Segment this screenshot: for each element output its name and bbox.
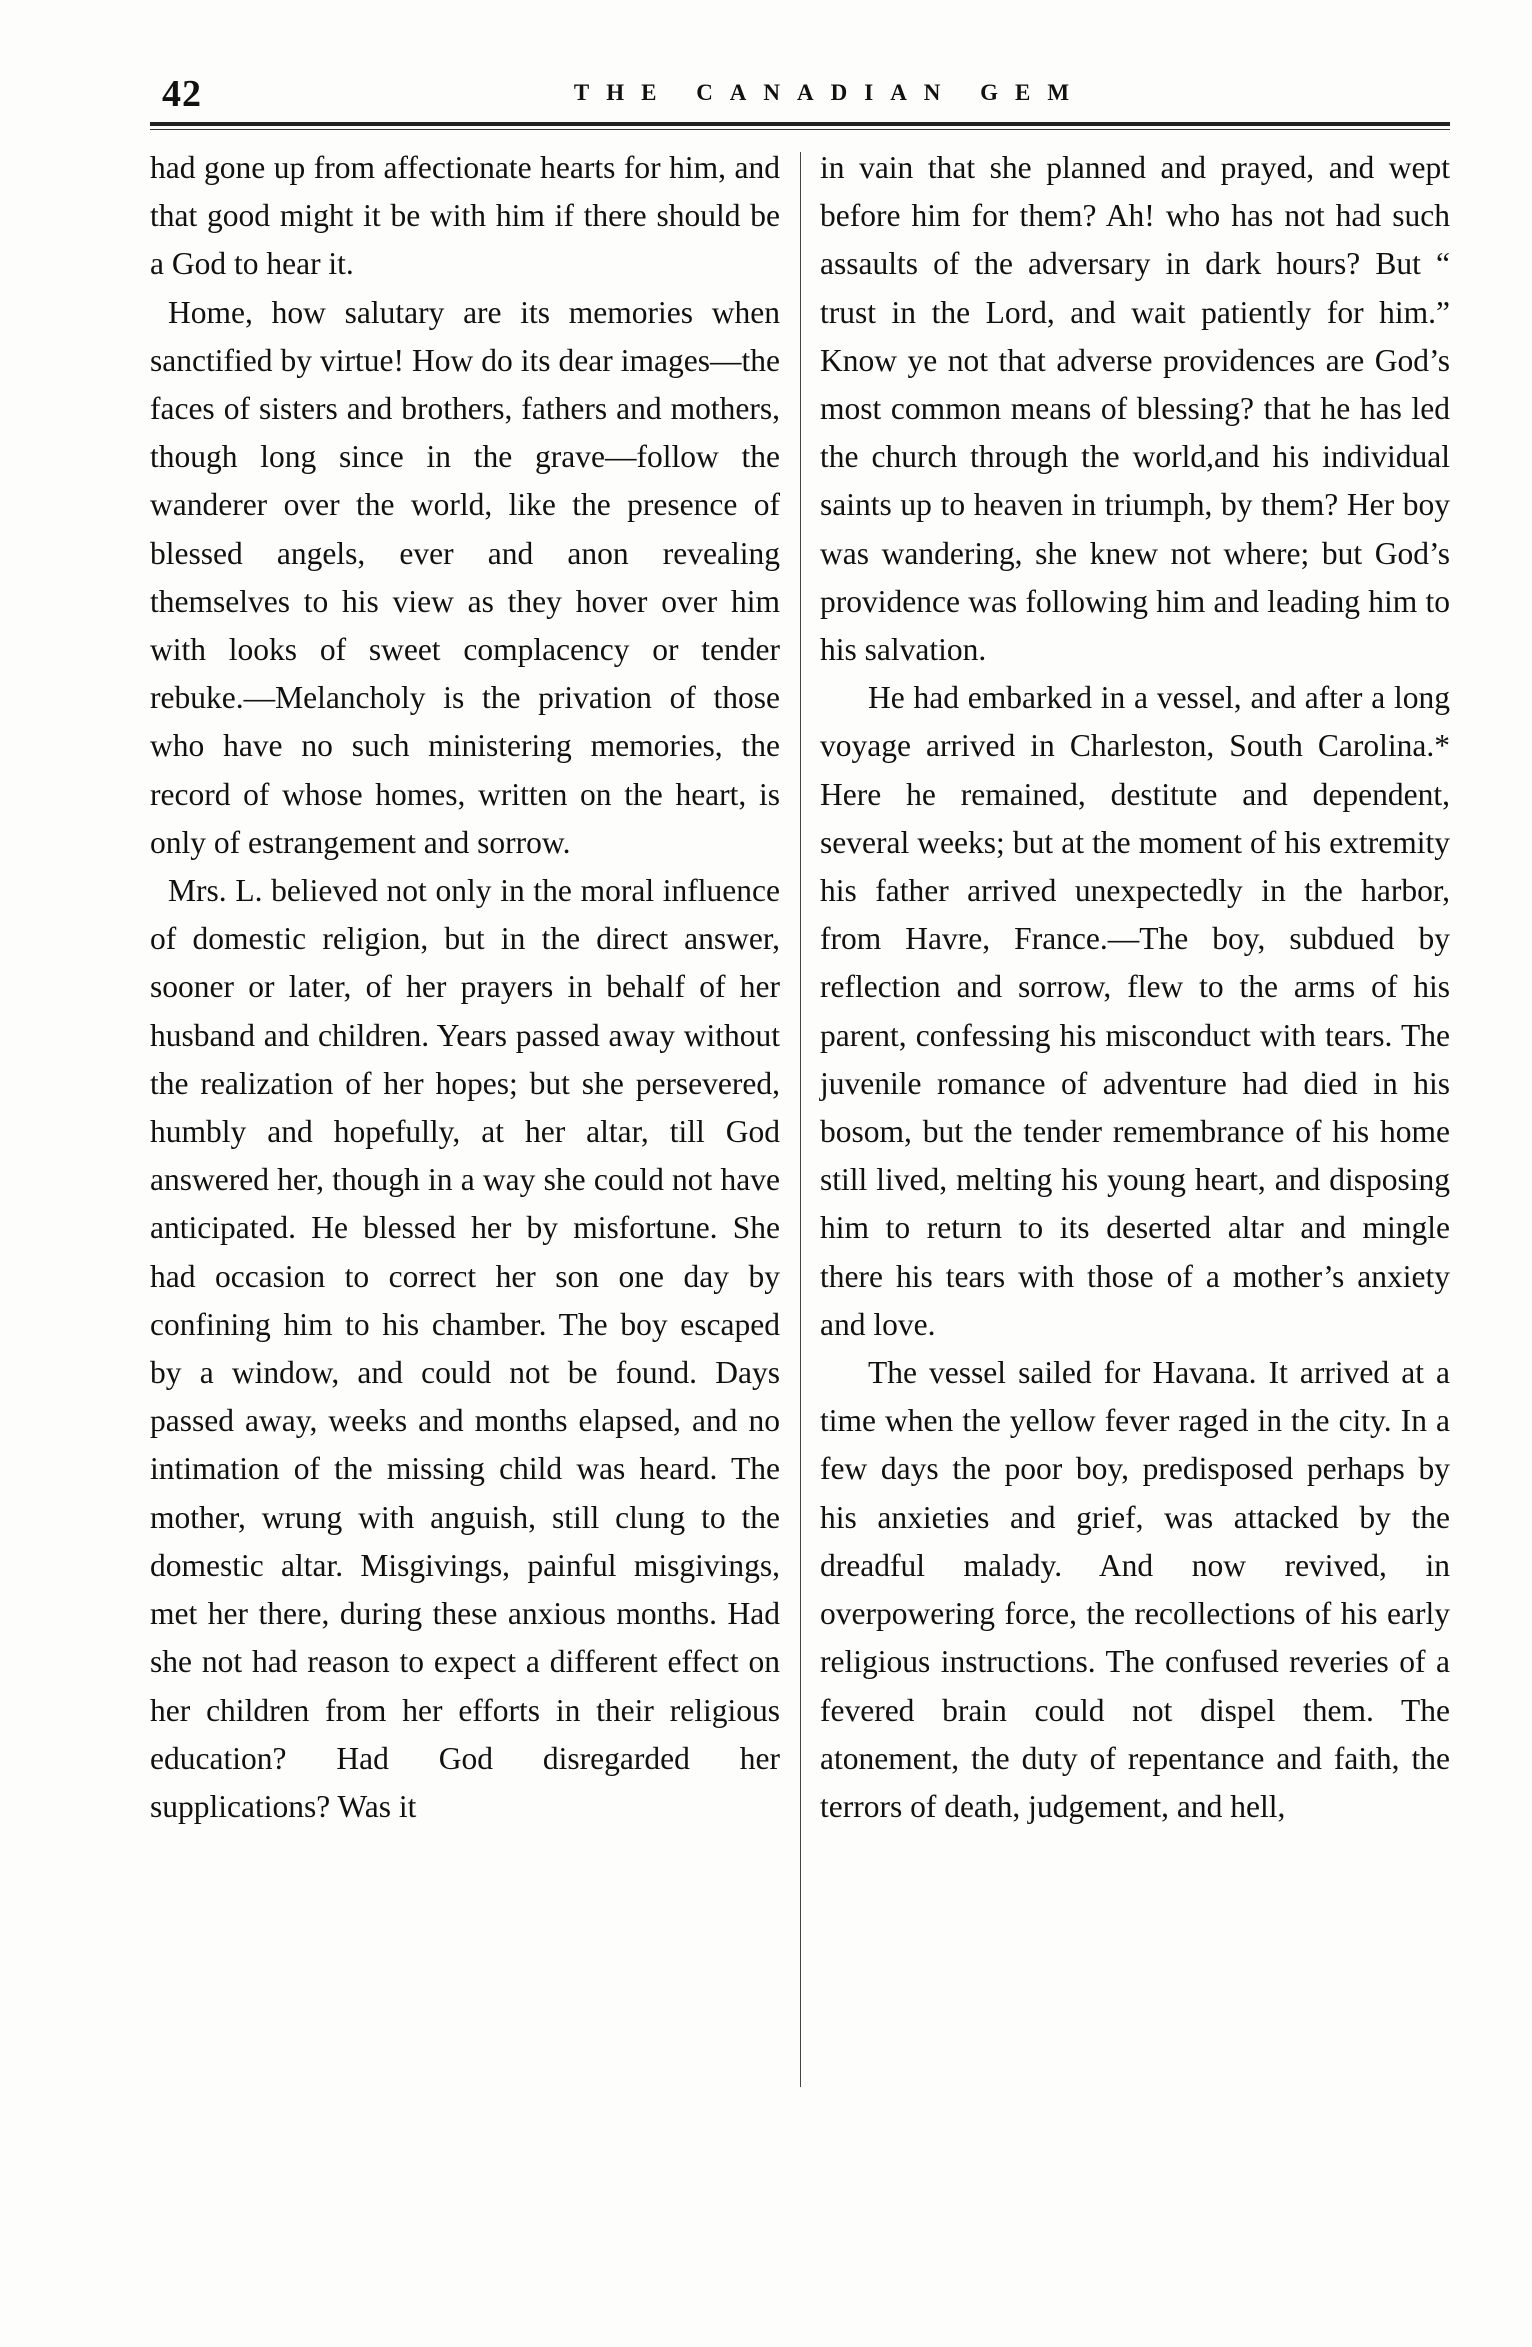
header-rule <box>150 122 1450 130</box>
paragraph: had gone up from affectionate hearts for him, and that good might it be with him if there should be a God to hear it. <box>150 150 780 282</box>
column-divider <box>800 152 801 2087</box>
left-column <box>150 144 780 2087</box>
journal-title: THE CANADIAN GEM <box>573 80 1087 105</box>
right-column <box>820 144 1450 2087</box>
paragraph: He had embarked in a vessel, and after a long voyage arrived in Charleston, South Carolina.* Here he remained, destitute and dependent, several weeks; but at the moment of his extremity his father arrived unexpectedly in the harbor, from Havre, France.—The boy, subdued by reflection and sorrow, flew to the arms of his parent, confessing his misconduct with tears. The juvenile romance of adventure had died in his bosom, but the tender remembrance of his home still lived, melting his young heart, and disposing him to return to its deserted altar and mingle there his tears with those of a mother’s anxiety and love. <box>820 680 1450 1342</box>
paragraph: in vain that she planned and prayed, and wept before him for them? Ah! who has not had such assaults of the adversary in dark hours? But “ trust in the Lord, and wait patiently for him.” Know ye not that adverse providences are God’s most common means of blessing? that he has led the church through the world,and his individual saints up to heaven in triumph, by them? Her boy was wandering, she knew not where; but God’s providence was following him and leading him to his salvation. <box>820 150 1450 668</box>
book-page <box>150 62 1450 2292</box>
paragraph: Home, how salutary are its memories when sanctified by virtue! How do its dear images—the faces of sisters and brothers, fathers and mothers, though long since in the grave—follow the wanderer over the world, like the presence of blessed angels, ever and anon revealing themselves to his view as they hover over him with looks of sweet complacency or tender rebuke.—Melancholy is the privation of those who have no such ministering memories, the record of whose homes, written on the heart, is only of estrangement and sorrow. <box>150 294 780 860</box>
page-number: 42 <box>162 73 202 115</box>
text-columns <box>150 144 1450 2087</box>
running-head <box>150 62 1450 122</box>
paragraph: The vessel sailed for Havana. It arrived at a time when the yellow fever raged in the city. In a few days the poor boy, predisposed perhaps by his anxieties and grief, was attacked by the dreadful malady. And now revived, in overpowering force, the recollections of his early religious instructions. The confused reveries of a fevered brain could not dispel them. The atonement, the duty of repentance and faith, the terrors of death, judgement, and hell, <box>820 1355 1450 1824</box>
paragraph: Mrs. L. believed not only in the moral influence of domestic religion, but in the direct answer, sooner or later, of her prayers in behalf of her husband and children. Years passed away without the realization of her hopes; but she persevered, humbly and hopefully, at her altar, till God answered her, though in a way she could not have anticipated. He blessed her by misfortune. She had occasion to correct her son one day by confining him to his chamber. The boy escaped by a window, and could not be found. Days passed away, weeks and months elapsed, and no intimation of the missing child was heard. The mother, wrung with anguish, still clung to the domestic altar. Misgivings, painful misgivings, met her there, during these anxious months. Had she not had reason to expect a different effect on her children from her efforts in their religious education? Had God disregarded her supplications? Was it <box>150 873 780 1824</box>
